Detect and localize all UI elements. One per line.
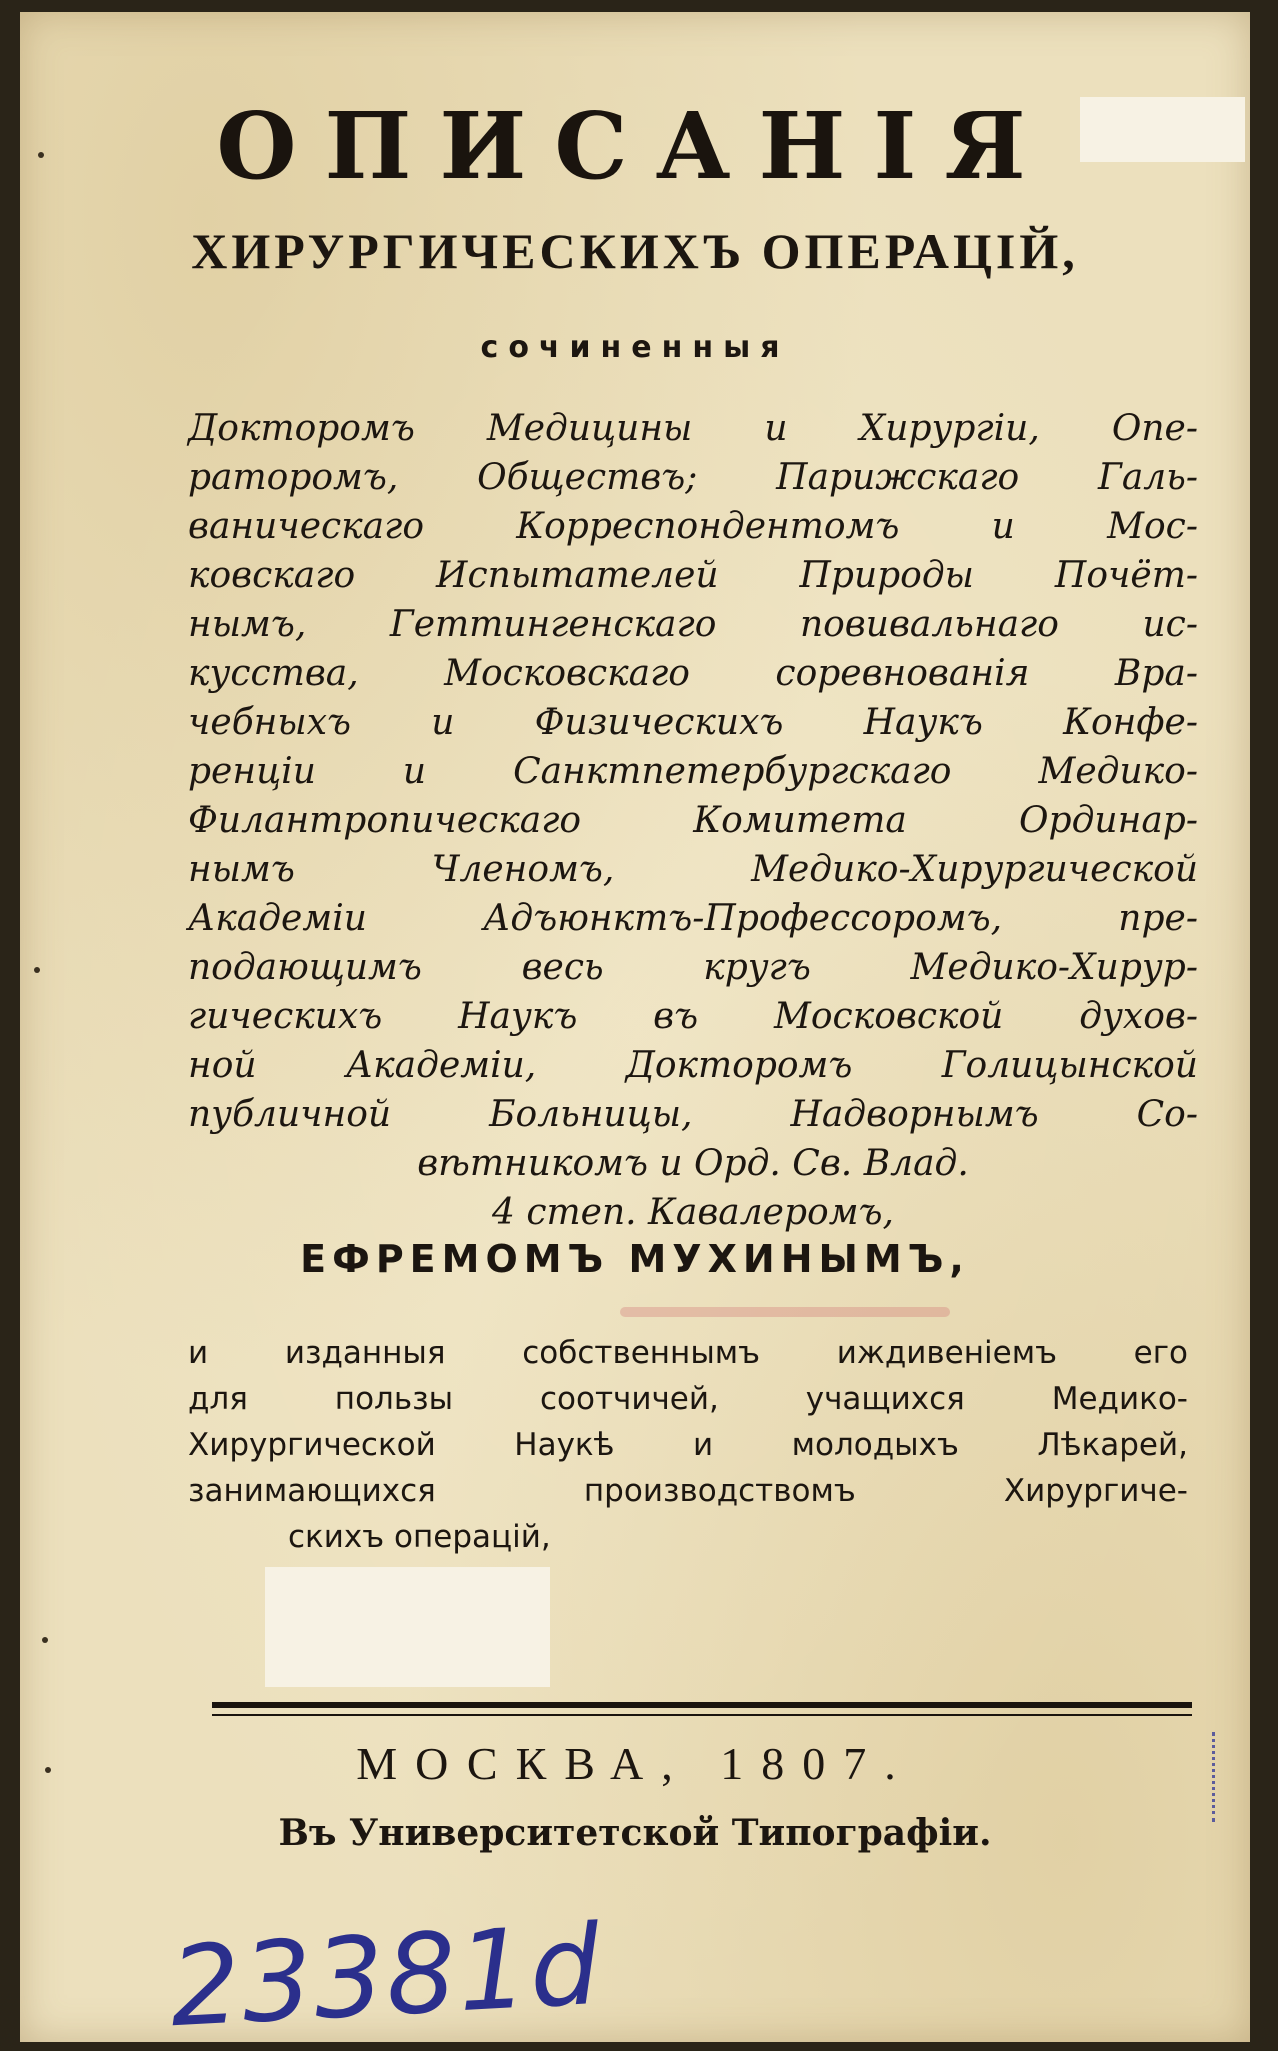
publication-note [188,1330,1188,1560]
credentials-line: Докторомъ Медицины и Хирургіи, Опе- [188,408,1198,449]
divider-rule [212,1702,1192,1716]
margin-spot [42,1637,48,1643]
publication-line: Хирургической Наукѣ и молодыхъ Лѣкарей, [188,1427,1188,1463]
imprint-city-year: МОСКВА, 1807. [356,1738,914,1789]
ink-smear [620,1307,950,1317]
paper-patch [265,1567,550,1687]
credentials-line: ной Академіи, Докторомъ Голицынской [188,1045,1198,1086]
margin-spot [45,1767,51,1773]
library-shelfmark: 23381d [166,1900,605,2051]
credentials-line: 4 степ. Кавалеромъ, [492,1192,894,1233]
book-title-page [20,12,1250,2051]
publication-line: занимающихся производствомъ Хирургиче- [188,1473,1188,1509]
credentials-line: публичной Больницы, Надворнымъ Со- [188,1094,1198,1135]
credentials-line: ренціи и Санктпетербургскаго Медико- [188,751,1198,792]
credentials-line: гическихъ Наукъ въ Московской духов- [188,996,1198,1037]
credentials-line: ковскаго Испытателей Природы Почёт- [188,555,1198,596]
credentials-line: раторомъ, Обществъ; Парижскаго Галь- [188,457,1198,498]
author-credentials [188,404,1198,1237]
credentials-line: чебныхъ и Физическихъ Наукъ Конфе- [188,702,1198,743]
credentials-line: подающимъ весь кругъ Медико-Хирур- [188,947,1198,988]
publication-line: и изданныя собственнымъ иждивеніемъ его [188,1335,1188,1371]
credentials-line: нымъ, Геттингенскаго повивальнаго ис- [188,604,1198,645]
publication-line: для пользы соотчичей, учащихся Медико- [188,1381,1188,1417]
imprint-printer: Въ Университетской Типографіи. [278,1812,992,1854]
publication-line: скихъ операцій, [288,1519,551,1555]
composed-by-line: сочиненныя [480,330,790,365]
credentials-line: Филантропическаго Комитета Ординар- [188,800,1198,841]
credentials-line: нымъ Членомъ, Медико-Хирургической [188,849,1198,890]
book-title: ОПИСАНІЯ [216,92,1054,200]
credentials-line: вѣтникомъ и Орд. Св. Влад. [417,1143,969,1184]
credentials-line: ваническаго Корреспондентомъ и Мос- [188,506,1198,547]
pencil-marks [1212,1732,1229,1822]
author-name: ЕФРЕМОМЪ МУХИНЫМЪ, [300,1237,970,1281]
credentials-line: Академіи Адъюнктъ-Профессоромъ, пре- [188,898,1198,939]
margin-spot [38,152,44,158]
margin-spot [34,967,40,973]
book-subtitle: ХИРУРГИЧЕСКИХЪ ОПЕРАЦІЙ, [191,223,1079,279]
credentials-line: кусства, Московскаго соревнованія Вра- [188,653,1198,694]
